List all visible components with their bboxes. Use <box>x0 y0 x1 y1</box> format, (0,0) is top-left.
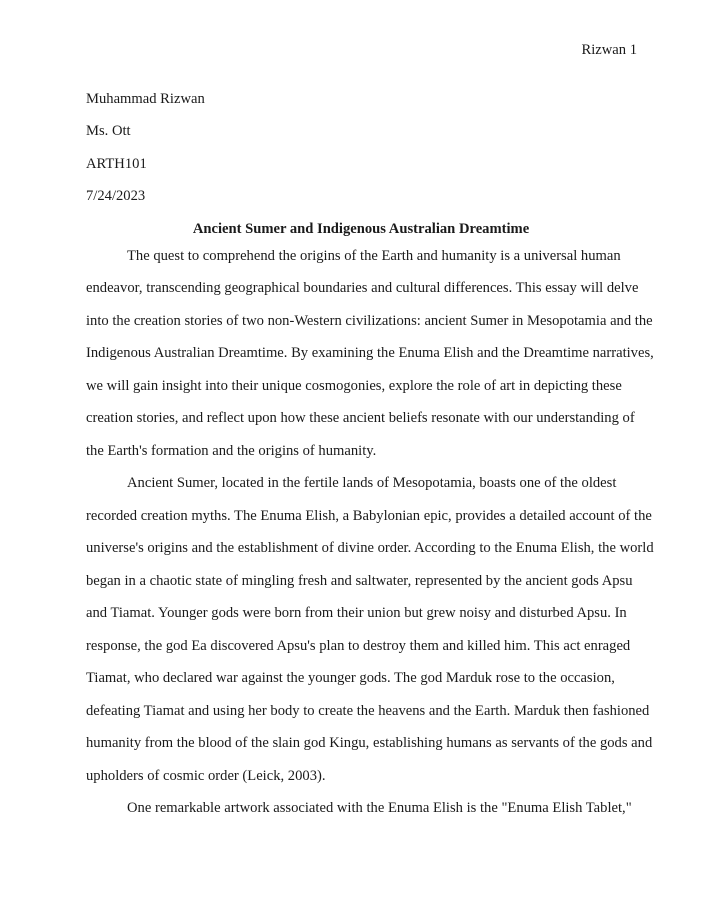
paragraph-2-line: defeating Tiamat and using her body to create the heavens and the Earth. Marduk then fashioned <box>86 703 650 719</box>
essay-date: 7/24/2023 <box>86 188 146 205</box>
paragraph-2-line: and Tiamat. Younger gods were born from their union but grew noisy and disturbed Apsu. In <box>86 605 627 621</box>
paragraph-2-line: began in a chaotic state of mingling fresh and saltwater, represented by the ancient gods Apsu <box>86 573 633 589</box>
paragraph-1-line: into the creation stories of two non-Western civilizations: ancient Sumer in Mesopotamia and the <box>86 313 653 329</box>
paragraph-2-line: universe's origins and the establishment of divine order. According to the Enuma Elish, the world <box>86 540 654 556</box>
mla-heading <box>86 83 646 245</box>
paragraph-1-line: Indigenous Australian Dreamtime. By examining the Enuma Elish and the Dreamtime narratives, <box>86 345 654 361</box>
author-name: Muhammad Rizwan <box>86 91 205 107</box>
paragraph-2-line: upholders of cosmic order (Leick, 2003). <box>86 768 326 784</box>
essay-title: Ancient Sumer and Indigenous Australian Dreamtime <box>192 220 530 237</box>
paragraph-3-line: One remarkable artwork associated with the Enuma Elish is the "Enuma Elish Tablet," <box>127 800 632 816</box>
paragraph-2-line: recorded creation myths. The Enuma Elish, a Babylonian epic, provides a detailed account of the <box>86 508 652 524</box>
paragraph-2-line: Ancient Sumer, located in the fertile lands of Mesopotamia, boasts one of the oldest <box>127 475 617 491</box>
paragraph-1-line: we will gain insight into their unique cosmogonies, explore the role of art in depicting these <box>86 378 622 394</box>
paragraph-1-line: the Earth's formation and the origins of humanity. <box>86 443 377 459</box>
course-code: ARTH101 <box>86 155 147 172</box>
paragraph-2-line: humanity from the blood of the slain god Kingu, establishing humans as servants of the gods and <box>86 735 653 751</box>
running-head: Rizwan 1 <box>581 42 637 58</box>
paragraph-2-line: Tiamat, who declared war against the younger gods. The god Marduk rose to the occasion, <box>86 670 615 686</box>
paragraph-2-line: response, the god Ea discovered Apsu's plan to destroy them and killed him. This act enraged <box>86 638 631 654</box>
paragraph-1-line: The quest to comprehend the origins of the Earth and humanity is a universal human <box>127 248 621 264</box>
paragraph-1-line: creation stories, and reflect upon how these ancient beliefs resonate with our understanding of <box>86 410 635 426</box>
instructor-name: Ms. Ott <box>86 123 131 140</box>
paragraph-1-line: endeavor, transcending geographical boundaries and cultural differences. This essay will delve <box>86 280 639 296</box>
